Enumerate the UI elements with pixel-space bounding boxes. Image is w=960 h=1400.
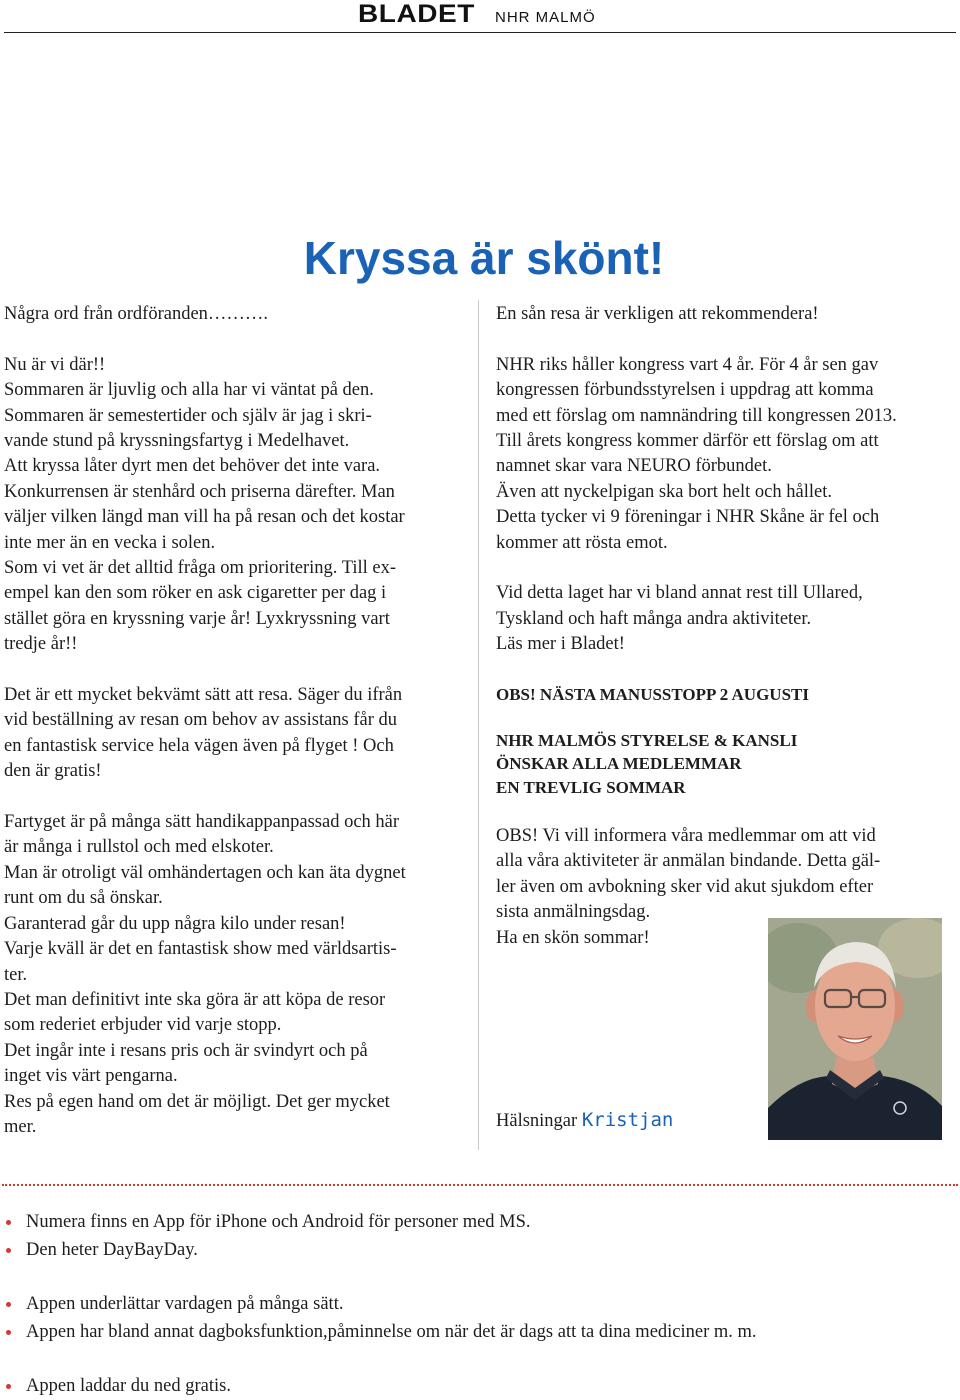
portrait-illustration <box>768 918 942 1140</box>
text-line: Varje kväll är det en fantastisk show med världsartis- <box>4 939 397 960</box>
text-line: vande stund på kryssningsfartyg i Medelhavet. <box>4 431 350 452</box>
paragraph-gap <box>496 707 956 729</box>
text-line: Till årets kongress kommer därför ett förslag om att <box>496 431 879 452</box>
masthead-rule <box>4 32 956 33</box>
text-line: väljer vilken längd man vill ha på resan och det kostar <box>4 507 405 528</box>
signature: Kristjan <box>581 1109 674 1131</box>
text-line: inget vis värt pengarna. <box>4 1066 178 1087</box>
list-item: Appen har bland annat dagboksfunktion,påminnelse om när det är dags att ta dina mediciner m. m. <box>6 1318 946 1346</box>
publication-subtitle: NHR MALMÖ <box>495 9 596 26</box>
text-line: Fartyget är på många sätt handikappanpassad och här <box>4 812 400 833</box>
greeting-line: NHR MALMÖS STYRELSE & KANSLI <box>496 730 798 750</box>
text-line: Sommaren är ljuvlig och alla har vi väntat på den. <box>4 380 374 401</box>
text-line: den är gratis! <box>4 761 102 782</box>
obs-heading: OBS! NÄSTA MANUSSTOPP 2 AUGUSTI <box>496 685 809 705</box>
text-line: tredje år!! <box>4 634 78 655</box>
text-line: Res på egen hand om det är möjligt. Det ger mycket <box>4 1091 390 1112</box>
right-column <box>496 302 956 951</box>
text-line: Konkurrensen är stenhård och priserna därefter. Man <box>4 481 395 502</box>
paragraph-gap <box>4 785 472 810</box>
left-column <box>4 302 472 1140</box>
text-line: Läs mer i Bladet! <box>496 634 625 655</box>
text-line: kommer att rösta emot. <box>496 532 668 553</box>
text-line: Man är otroligt väl omhändertagen och kan äta dygnet <box>4 862 406 883</box>
list-item: Den heter DayBayDay. <box>6 1236 946 1264</box>
text-line: inte mer än en vecka i solen. <box>4 532 216 553</box>
text-line: alla våra aktiviteter är anmälan bindande. Detta gäl- <box>496 851 881 872</box>
text-line: empel kan den som röker en ask cigaretter per dag i <box>4 583 387 604</box>
list-item: Appen underlättar vardagen på många sätt. <box>6 1290 946 1318</box>
text-line: är många i rullstol och med elskoter. <box>4 837 274 858</box>
text-line: vid beställning av resan om behov av assistans får du <box>4 710 398 731</box>
paragraph-gap <box>4 327 472 352</box>
text-line: Detta tycker vi 9 föreningar i NHR Skåne är fel och <box>496 507 880 528</box>
text-line: sista anmälningsdag. <box>496 902 651 923</box>
list-item: Appen laddar du ned gratis. <box>6 1372 946 1400</box>
paragraph-gap <box>496 658 956 683</box>
text-line: OBS! Vi vill informera våra medlemmar om att vid <box>496 826 876 847</box>
app-info-list <box>6 1208 946 1400</box>
text-line: Det ingår inte i resans pris och är svindyrt och på <box>4 1040 368 1061</box>
publication-name: BLADET <box>358 0 475 28</box>
text-line: En sån resa är verkligen att rekommendera! <box>496 304 819 324</box>
text-line: en fantastisk service hela vägen även på flyget ! Och <box>4 735 394 756</box>
text-line: namnet skar vara NEURO förbundet. <box>496 456 772 477</box>
text-line: Det man definitivt inte ska göra är att köpa de resor <box>4 989 386 1010</box>
text-line: Nu är vi där!! <box>4 354 106 375</box>
text-line: NHR riks håller kongress vart 4 år. För 4 år sen gav <box>496 354 879 375</box>
text-line: runt om du så önskar. <box>4 888 163 909</box>
chairman-photo <box>768 918 942 1140</box>
text-line: med ett förslag om namnändring till kongressen 2013. <box>496 405 897 426</box>
signoff <box>496 1108 673 1134</box>
paragraph-gap <box>4 658 472 683</box>
greeting-line: ÖNSKAR ALLA MEDLEMMAR <box>496 754 742 774</box>
text-line: ler även om avbokning sker vid akut sjukdom efter <box>496 876 874 897</box>
column-divider <box>478 300 479 1150</box>
text-line: Det är ett mycket bekvämt sätt att resa. Säger du ifrån <box>4 685 403 706</box>
text-line: stället göra en kryssning varje år! Lyxkryssning vart <box>4 608 390 629</box>
text-line: Garanterad går du upp några kilo under resan! <box>4 913 346 934</box>
text-line: som rederiet erbjuder vid varje stopp. <box>4 1015 282 1036</box>
greeting-line: EN TREVLIG SOMMAR <box>496 777 686 797</box>
paragraph-gap <box>496 799 956 824</box>
list-item: Numera finns en App för iPhone och Android för personer med MS. <box>6 1208 946 1236</box>
text-line: ter. <box>4 964 28 985</box>
intro-line: Några ord från ordföranden………. <box>4 304 269 324</box>
text-line: Ha en skön sommar! <box>496 927 650 948</box>
masthead <box>0 0 960 36</box>
text-line: Tyskland och haft många andra aktiviteter. <box>496 608 812 629</box>
text-line: mer. <box>4 1116 37 1137</box>
text-line: Att kryssa låter dyrt men det behöver det inte vara. <box>4 456 381 477</box>
signoff-label: Hälsningar <box>496 1111 578 1131</box>
text-line: Som vi vet är det alltid fråga om prioritering. Till ex- <box>4 558 397 579</box>
article-title: Kryssa är skönt! <box>303 231 665 284</box>
text-line: Vid detta laget har vi bland annat rest till Ullared, <box>496 583 863 604</box>
text-line: Sommaren är semestertider och själv är jag i skri- <box>4 405 372 426</box>
section-divider <box>2 1184 958 1186</box>
text-line: kongressen förbundsstyrelsen i uppdrag att komma <box>496 380 874 401</box>
text-line: Även att nyckelpigan ska bort helt och hållet. <box>496 481 832 502</box>
paragraph-gap <box>496 327 956 352</box>
paragraph-gap <box>496 556 956 581</box>
